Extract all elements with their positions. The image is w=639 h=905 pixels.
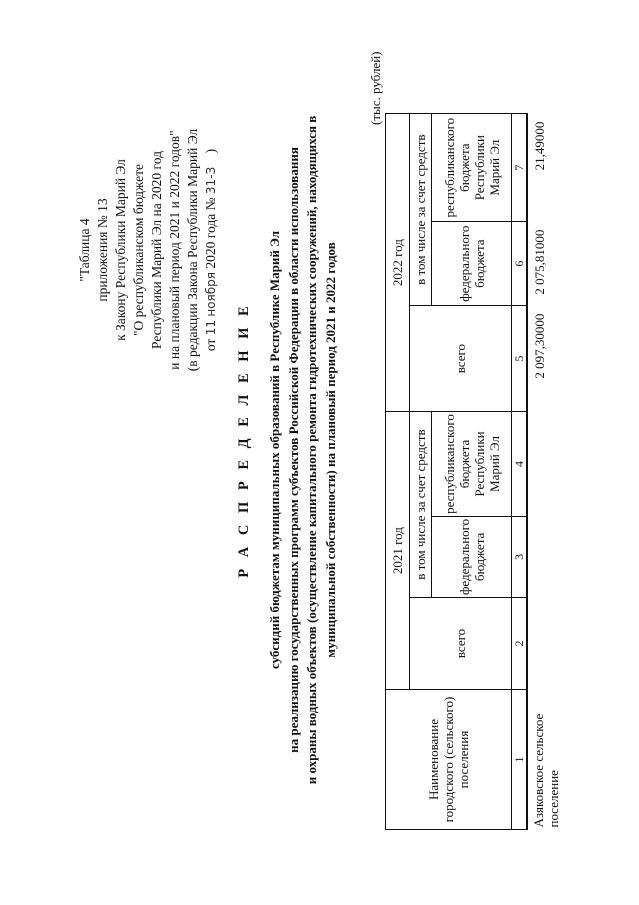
- value-2021-republican: [527, 412, 571, 517]
- header-federal-2022: федерального бюджета: [432, 222, 512, 306]
- law-number: 31-З: [204, 166, 218, 195]
- settlement-name: Азяковское сельское поселение: [527, 690, 571, 830]
- header-including-2021: в том числе за счет средств: [410, 412, 432, 598]
- value-2021-total: [527, 598, 571, 690]
- header-republican-2022: республиканского бюджета Республики Марий Эл: [432, 114, 512, 222]
- date-month: ноября: [204, 271, 218, 317]
- header-including-2022: в том числе за счет средств: [410, 114, 432, 306]
- header-total-2022: всего: [410, 306, 512, 412]
- column-number: 1: [512, 690, 528, 830]
- header-row-years: [386, 114, 410, 830]
- units-label: (тыс. рублей): [368, 51, 383, 125]
- header-year-2022: 2022 год: [386, 114, 410, 412]
- subtitle-line: на реализацию государственных программ субъектов Российской Федерации в области использования: [285, 147, 301, 753]
- subtitle-line: субсидий бюджетам муниципальных образований в Республике Марий Эл: [267, 230, 282, 670]
- column-number-row: [512, 114, 528, 830]
- header-note-line: к Закону Республики Марий Эл: [113, 159, 128, 341]
- header-total-2021: всего: [410, 598, 512, 690]
- document-title: Р А С П Р Е Д Е Л Е Н И Е: [236, 302, 252, 578]
- distribution-table: [385, 113, 571, 830]
- header-note: [76, 100, 220, 400]
- header-year-2021: 2021 год: [386, 412, 410, 690]
- column-number: 6: [512, 222, 528, 306]
- amendment-date-line: [202, 100, 220, 400]
- header-note-line: и на плановый период 2021 и 2022 годов": [167, 130, 182, 370]
- date-rest: 2020 года №: [203, 197, 218, 269]
- table-row: [527, 114, 571, 830]
- header-note-line: "Таблица 4: [77, 218, 92, 282]
- subtitle-line: муниципальной собственности) на плановый период 2021 и 2022 годов: [322, 242, 338, 658]
- header-name-column: Наименование городского (сельского) поселения: [386, 690, 512, 830]
- column-number: 5: [512, 306, 528, 412]
- column-number: 2: [512, 598, 528, 690]
- document-subtitle: [266, 65, 340, 835]
- header-republican-2021: республиканского бюджета Республики Марий Эл: [432, 412, 512, 517]
- value-2022-federal: 2 075,81000: [527, 222, 571, 306]
- date-suffix: ): [203, 148, 218, 154]
- column-number: 3: [512, 516, 528, 597]
- subtitle-line: и охраны водных объектов (осуществление капитального ремонта гидротехнических сооружений, находящихся в: [304, 115, 319, 785]
- value-2022-total: 2 097,30000: [527, 306, 571, 412]
- column-number: 7: [512, 114, 528, 222]
- value-2022-republican: 21,49000: [527, 114, 571, 222]
- value-2021-federal: [527, 516, 571, 597]
- date-prefix: от: [203, 338, 218, 352]
- header-federal-2021: федерального бюджета: [432, 516, 512, 597]
- header-note-line: "О республиканском бюджете: [131, 164, 146, 337]
- header-note-line: (в редакции Закона Республики Марий Эл: [185, 128, 200, 372]
- date-day: 11: [204, 320, 218, 336]
- header-note-line: приложения № 13: [95, 198, 110, 302]
- column-number: 4: [512, 412, 528, 517]
- header-note-line: Республики Марий Эл на 2020 год: [149, 151, 164, 349]
